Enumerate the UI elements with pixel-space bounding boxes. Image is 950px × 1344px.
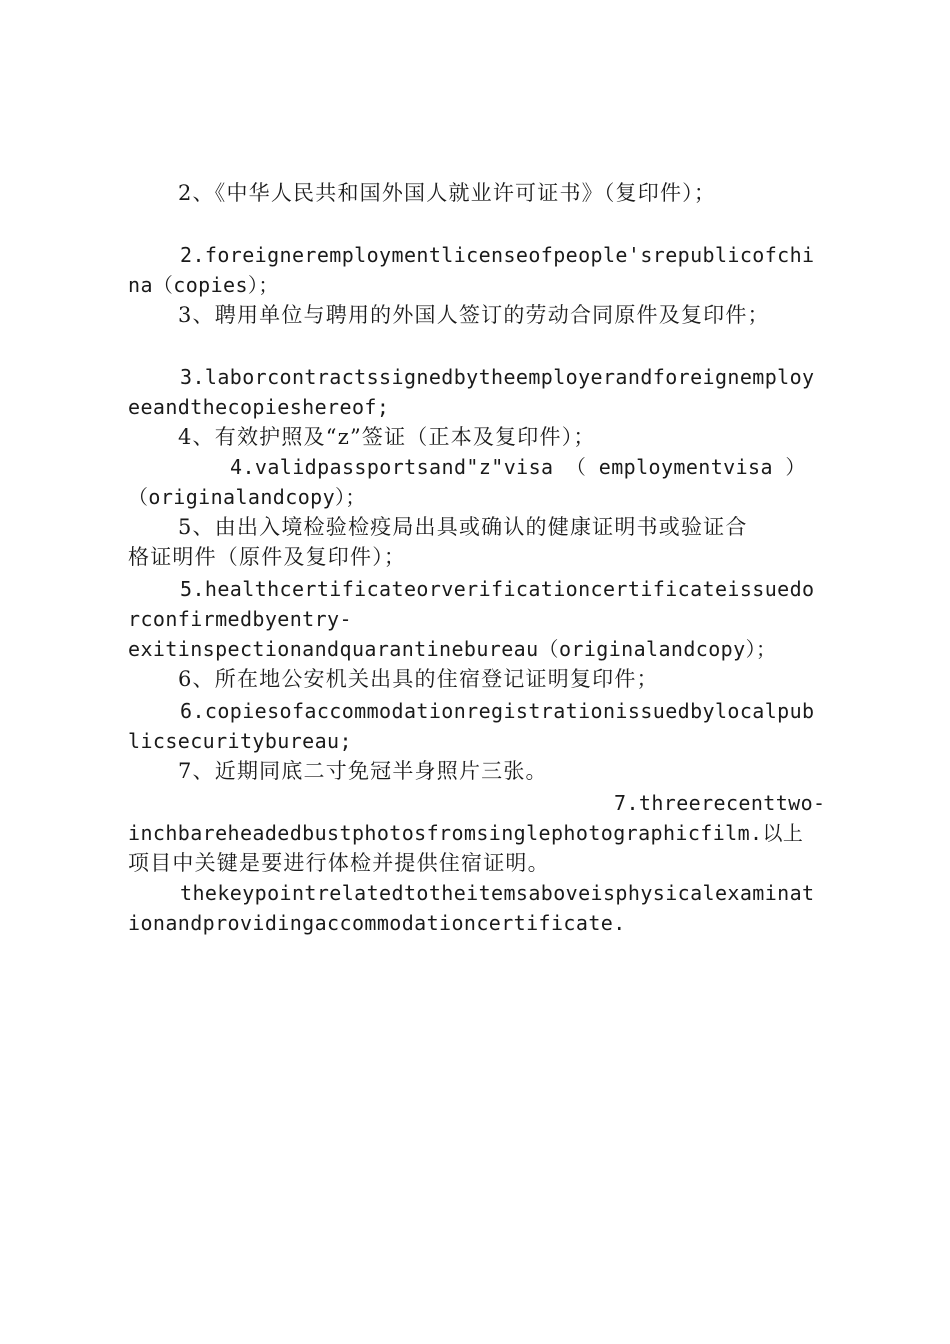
item-5-en-line-1: 5.healthcertificateorverificationcertificateissuedo bbox=[180, 577, 815, 601]
item-7-en-line-1: 7.threerecenttwo- bbox=[614, 791, 826, 815]
item-5-en-line-3: exitinspectionandquarantinebureau（originalandcopy）； bbox=[128, 637, 777, 661]
item-6-en-line-2: licsecuritybureau; bbox=[128, 729, 352, 753]
item-2-en-line-2: na（copies）； bbox=[128, 273, 279, 297]
summary-en-line-1: thekeypointrelatedtotheitemsaboveisphysicalexaminat bbox=[180, 881, 815, 905]
item-6-zh: 6、所在地公安机关出具的住宿登记证明复印件； bbox=[178, 667, 659, 691]
summary-en-line-2: ionandprovidingaccommodationcertificate. bbox=[128, 911, 626, 935]
item-6-en-line-1: 6.copiesofaccommodationregistrationissuedbylocalpub bbox=[180, 699, 815, 723]
item-5-zh-line-2: 格证明件（原件及复印件）； bbox=[128, 545, 407, 569]
item-7-zh: 7、近期同底二寸免冠半身照片三张。 bbox=[178, 759, 548, 783]
item-2-en-line-1: 2.foreigneremploymentlicenseofpeople'srepublicofchi bbox=[180, 243, 815, 267]
item-5-en-line-2: rconfirmedbyentry- bbox=[128, 607, 352, 631]
item-3-zh: 3、聘用单位与聘用的外国人签订的劳动合同原件及复印件； bbox=[178, 303, 770, 327]
item-3-en-line-2: eeandthecopieshereof; bbox=[128, 395, 390, 419]
item-7-en-line-2: inchbareheadedbustphotosfromsinglephotographicfilm.以上 bbox=[128, 821, 804, 845]
item-4-en-line-2: （originalandcopy）； bbox=[128, 485, 366, 509]
item-4-zh: 4、有效护照及“z”签证（正本及复印件）； bbox=[178, 425, 596, 449]
item-4-en-line-1: 4.validpassportsand"z"visa （ employmentvisa ） bbox=[230, 455, 806, 479]
item-2-zh: 2、《中华人民共和国外国人就业许可证书》（复印件）； bbox=[178, 181, 717, 205]
item-5-zh-line-1: 5、由出入境检验检疫局出具或确认的健康证明书或验证合 bbox=[178, 515, 748, 539]
item-3-en-line-1: 3.laborcontractssignedbytheemployerandforeignemploy bbox=[180, 365, 815, 389]
summary-zh: 项目中关键是要进行体检并提供住宿证明。 bbox=[128, 851, 550, 875]
